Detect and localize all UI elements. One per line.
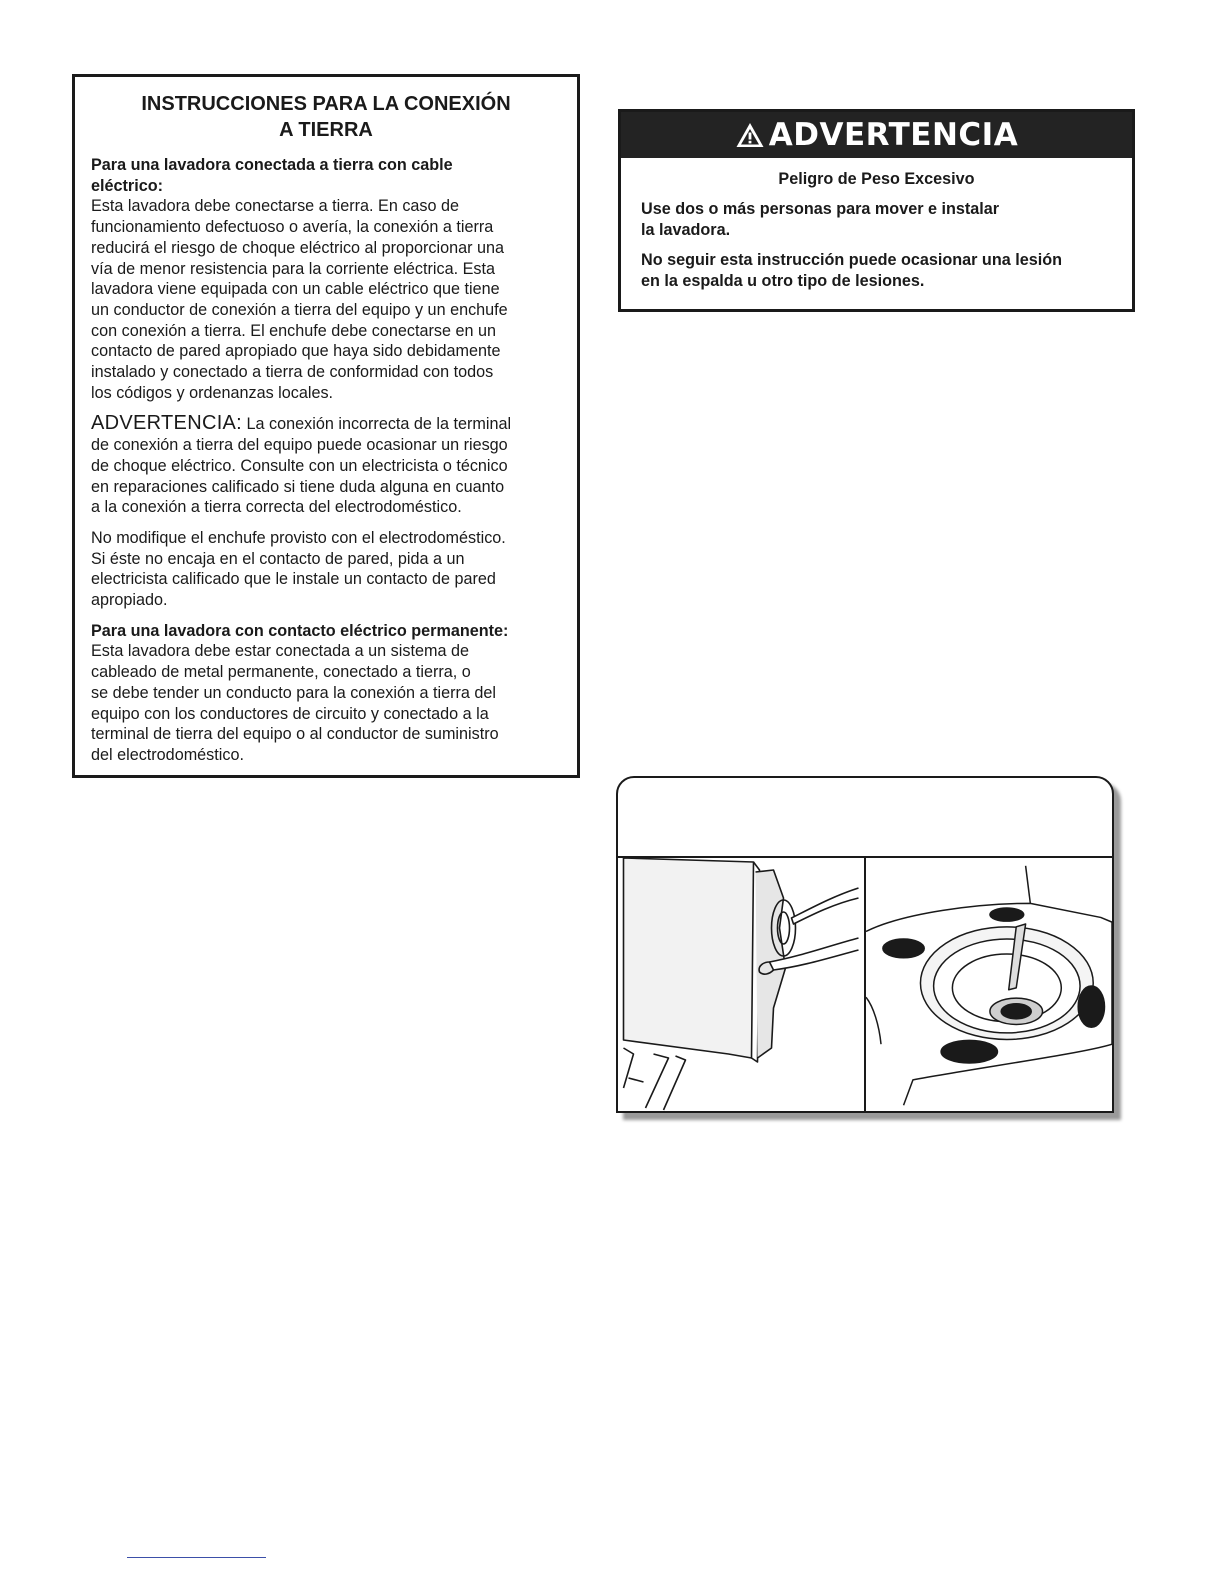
footer-rule	[127, 1557, 266, 1558]
grounding-title	[91, 91, 577, 143]
illustration-panels	[618, 858, 1112, 1113]
permanent-washer-paragraph	[91, 621, 577, 766]
corded-washer-heading: Para una lavadora conectada a tierra con cable eléctrico:	[91, 156, 453, 195]
permanent-washer-heading: Para una lavadora con contacto eléctrico permanente:	[91, 621, 509, 640]
plug-paragraph: No modifique el enchufe provisto con el electrodoméstico. Si éste no encaja en el contacto de pared, pida a un electricista calificado que le instale un contacto de pared apropiado.	[91, 528, 506, 610]
warning-header-label: ADVERTENCIA	[768, 117, 1019, 153]
washer-basket-illustration	[864, 858, 1112, 1113]
grounding-warning-text: La conexión incorrecta de la terminal de conexión a tierra del equipo puede ocasionar un riesgo de choque eléctrico. Consulte con un electricista o técnico en reparaciones calificado si tiene duda alguna en cuanto a la conexión a tierra correcta del electrodoméstico.	[91, 415, 512, 517]
warning-triangle-icon	[735, 121, 765, 149]
permanent-washer-text: Esta lavadora debe estar conectada a un sistema de cableado de metal permanente, conectado a tierra, o se debe tender un conducto para la conexión a tierra del equipo con los conductores de circuito y conectado a la terminal de tierra del equipo o al conductor de suministro del electrodoméstico.	[91, 642, 499, 764]
grounding-title-line1: INSTRUCCIONES PARA LA CONEXIÓN	[141, 93, 511, 115]
grounding-warning-label: ADVERTENCIA:	[91, 412, 243, 435]
installation-illustration-card	[616, 776, 1114, 1113]
washer-basket-drawing	[866, 858, 1112, 1113]
illustration-header	[618, 778, 1112, 858]
warning-body	[621, 158, 1132, 292]
warning-instruction: Use dos o más personas para mover e instalar la lavadora.	[641, 200, 1000, 239]
grounding-instructions-box	[72, 74, 580, 778]
warning-header-bar	[621, 112, 1132, 158]
grounding-title-line2: A TIERRA	[279, 119, 373, 141]
washer-lift-drawing	[618, 858, 864, 1113]
corded-washer-text: Esta lavadora debe conectarse a tierra. En caso de funcionamiento defectuoso o avería, la conexión a tierra reducirá el riesgo de choque eléctrico al proporcionar una vía de menor resistencia para la corriente eléctrica. Esta lavadora viene equipada con un cable eléctrico que tiene un conductor de conexión a tierra del equipo y un enchufe con conexión a tierra. El enchufe debe conectarse en un contacto de pared apropiado que haya sido debidamente instalado y conectado a tierra de conformidad con todos los códigos y ordenanzas locales.	[91, 197, 508, 402]
hazard-title: Peligro de Peso Excesivo	[778, 170, 975, 188]
corded-washer-paragraph	[91, 155, 577, 403]
grounding-warning-paragraph	[91, 413, 577, 518]
weight-warning-box	[618, 109, 1135, 312]
warning-consequence: No seguir esta instrucción puede ocasionar una lesión en la espalda u otro tipo de lesiones.	[641, 251, 1062, 290]
washer-lift-illustration	[618, 858, 864, 1113]
